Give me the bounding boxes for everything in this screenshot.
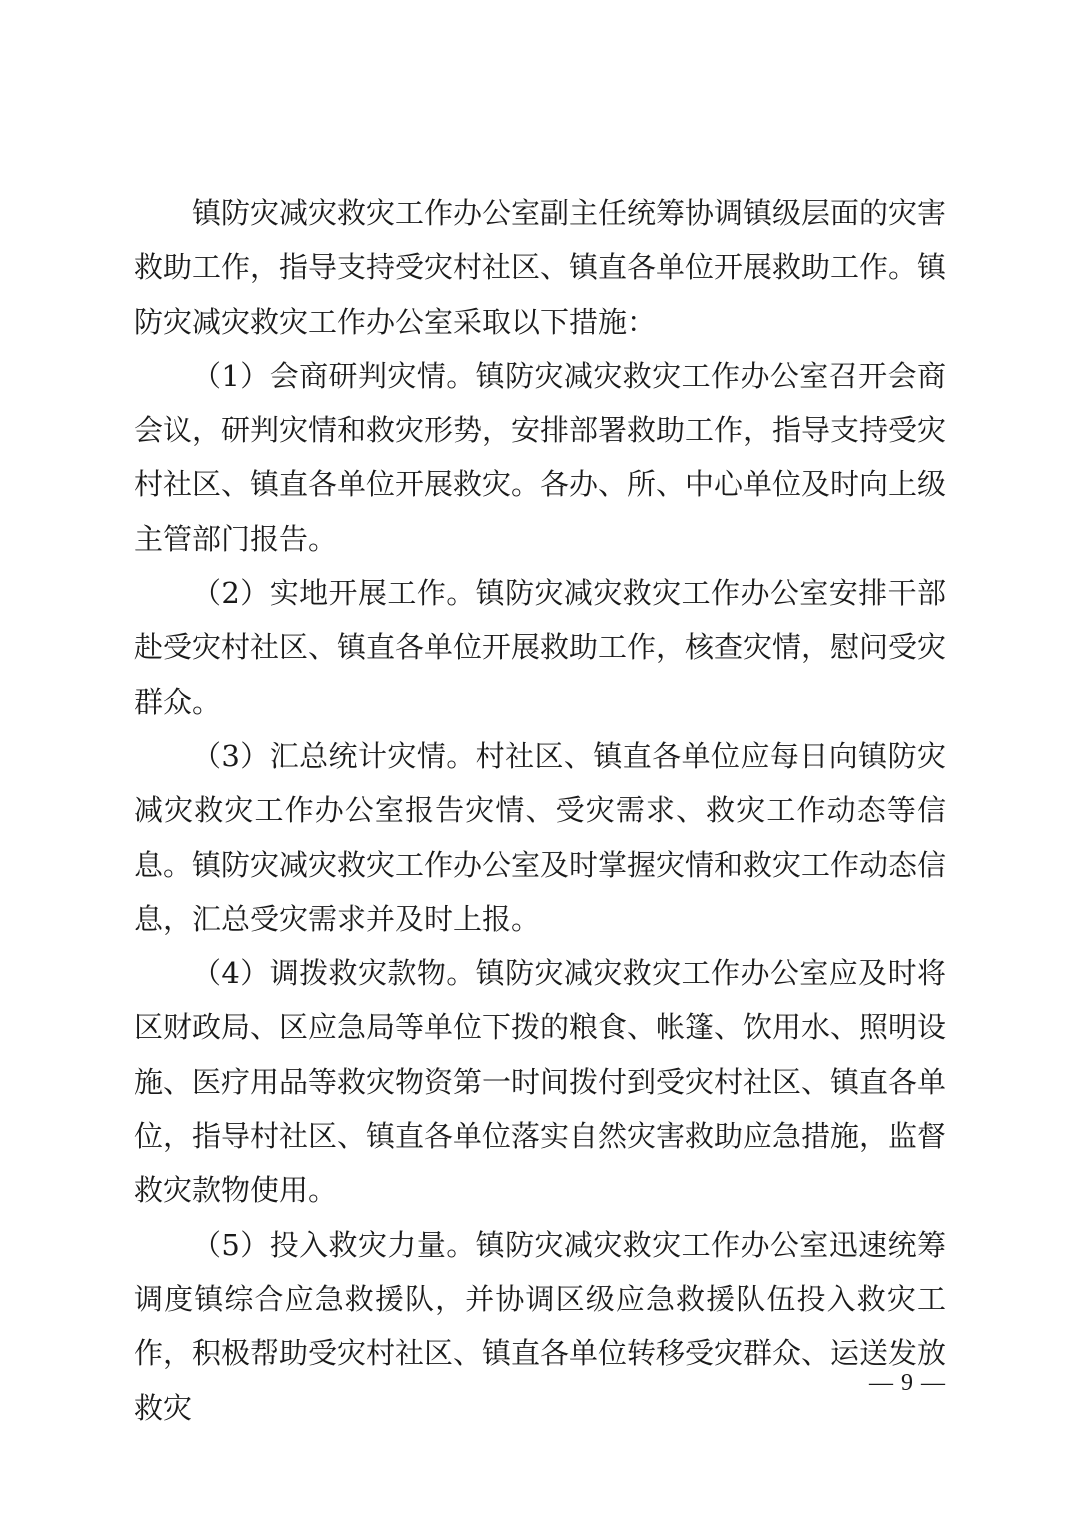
paragraph-measure-3: （3）汇总统计灾情。村社区、镇直各单位应每日向镇防灾减灾救灾工作办公室报告灾情、受灾需求、救灾工作动态等信息。镇防灾减灾救灾工作办公室及时掌握灾情和救灾工作动态信息，汇总受灾需求并及时上报。 (134, 738, 947, 936)
paragraph-intro: 镇防灾减灾救灾工作办公室副主任统筹协调镇级层面的灾害救助工作，指导支持受灾村社区、镇直各单位开展救助工作。镇防灾减灾救灾工作办公室采取以下措施： (134, 196, 947, 339)
paragraph-measure-2: （2）实地开展工作。镇防灾减灾救灾工作办公室安排干部赴受灾村社区、镇直各单位开展救助工作，核查灾情，慰问受灾群众。 (134, 576, 947, 719)
document-body (134, 186, 946, 1435)
page-number: — 9 — (869, 1370, 946, 1396)
paragraph-measure-5: （5）投入救灾力量。镇防灾减灾救灾工作办公室迅速统筹调度镇综合应急救援队，并协调区级应急救援队伍投入救灾工作，积极帮助受灾村社区、镇直各单位转移受灾群众、运送发放救灾 (134, 1227, 947, 1425)
paragraph-measure-1: （1）会商研判灾情。镇防灾减灾救灾工作办公室召开会商会议，研判灾情和救灾形势，安排部署救助工作，指导支持受灾村社区、镇直各单位开展救灾。各办、所、中心单位及时向上级主管部门报告。 (134, 358, 947, 556)
paragraph-measure-4: （4）调拨救灾款物。镇防灾减灾救灾工作办公室应及时将区财政局、区应急局等单位下拨的粮食、帐篷、饮用水、照明设施、医疗用品等救灾物资第一时间拨付到受灾村社区、镇直各单位，指导村社区、镇直各单位落实自然灾害救助应急措施，监督救灾款物使用。 (134, 956, 947, 1208)
